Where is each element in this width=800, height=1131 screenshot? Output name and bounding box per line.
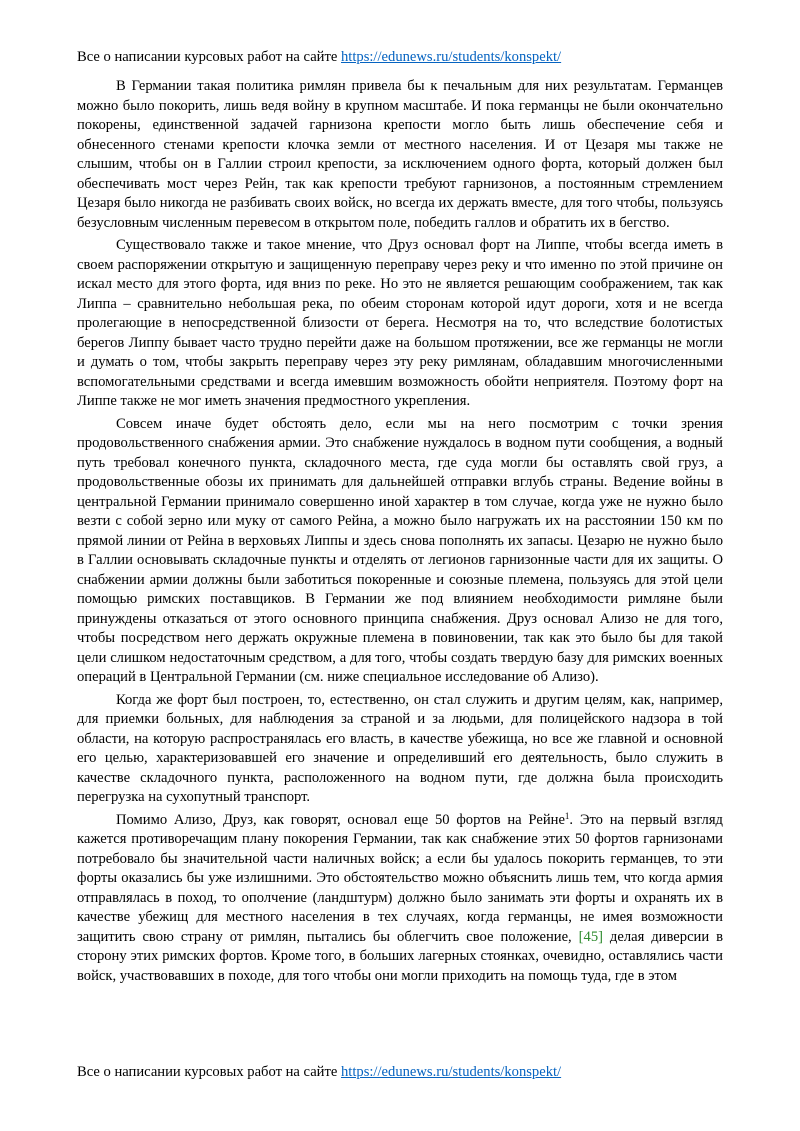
header-link[interactable]: https://edunews.ru/students/konspekt/ [341, 49, 562, 65]
paragraph-3: Совсем иначе будет обстоять дело, если мы на него посмотрим с точки зрения продовольственного снабжения армии. Это снабжение нуждалось в водном пути сообщения, а водный путь требовал конечного пункта, складочного места, где суда могли бы оставлять свой груз, а продовольственные обозы их принимать для дальнейшей отправки вглубь страны. Ведение войны в центральной Германии принимало совершенно иной характер в том случае, когда уже не нужно было везти с собой зерно или муку от самого Рейна, а можно было нагружать их на расстоянии 150 км по прямой линии от Рейна в верховьях Липпы и здесь снова пополнять их запасы. Цезарю не нужно было в Галлии основывать складочные пункты и отделять от легионов гарнизонные части для их защиты. О снабжении армии должны были заботиться покоренные и союзные племена, пользуясь для этой цели помощью римских поставщиков. В Германии же под влиянием необходимости римляне были принуждены отказаться от этого основного принципа снабжения. Друз основал Ализо не для того, чтобы посредством него держать окружные племена в повиновении, так как это было бы для такой цели слишком недостаточным средством, а для того, чтобы создать твердую базу для римских военных операций в Центральной Германии (см. ниже специальное исследование об Ализо). [77, 415, 723, 685]
page-footer [77, 1063, 737, 1082]
footnote-marker[interactable]: 1 [564, 810, 570, 821]
paragraph-5-part-3: делая диверсии в сторону этих римских фортов. Кроме того, в больших лагерных стоянках, очевидно, оставлялись части войск, участвовавших в походе, для того чтобы они могли приходить на помощь туда, где в этом [77, 928, 724, 984]
paragraph-5 [77, 811, 723, 987]
page-header [77, 48, 737, 67]
body-text [77, 77, 723, 989]
paragraph-4: Когда же форт был построен, то, естественно, он стал служить и другим целям, как, например, для приемки больных, для наблюдения за страной и за людьми, для полицейского надзора в той области, на которую распространялась его власть, в качестве убежища, но все же главной и основной его целью, характеризовавшей его значение и определивший его деятельность, было служить в качестве складочного пункта, расположенного на водном пути, где должна была происходить перегрузка на сухопутный транспорт. [77, 691, 723, 805]
paragraph-5-part-1: Помимо Ализо, Друз, как говорят, основал еще 50 фортов на Рейне [116, 811, 565, 828]
header-prefix: Все о написании курсовых работ на сайте [77, 49, 341, 65]
page-reference: [45] [578, 928, 603, 945]
footer-prefix: Все о написании курсовых работ на сайте [77, 1064, 341, 1080]
footer-link[interactable]: https://edunews.ru/students/konspekt/ [341, 1064, 562, 1080]
paragraph-5-part-2: . Это на первый взгляд кажется противоречащим плану покорения Германии, так как снабжение этих 50 фортов гарнизонами потребовало бы значительной части наличных войск; а если бы удалось покорить германцев, то эти форты оказались бы уже излишними. Это обстоятельство можно объяснить лишь тем, что когда армия отправлялась в поход, то ополчение (ландштурм) должно было занимать эти форты и охранять их в качестве убежищ для местного населения в тех случаях, когда германцы, не имея возможности защитить свою страну от римлян, пытались бы облегчить свое положение, [77, 811, 723, 945]
paragraph-1: В Германии такая политика римлян привела бы к печальным для них результатам. Германцев можно было покорить, лишь ведя войну в крупном масштабе. И пока германцы не были окончательно покорены, единственной задачей гарнизона крепости могло быть лишь обеспечение себя и обнесенного стенами крепости клочка земли от местного населения. И от Цезаря мы также не слышим, чтобы он в Галлии строил крепости, за исключением одного форта, который должен был обеспечивать мост через Рейн, так как крепости требуют гарнизонов, а постоянным стремлением Цезаря было никогда не разбивать своих войск, но всегда их держать вместе, для того чтобы, пользуясь безусловным численным перевесом в открытом поле, победить галлов и обратить их в бегство. [77, 78, 723, 231]
paragraph-2: Существовало также и такое мнение, что Друз основал форт на Липпе, чтобы всегда иметь в своем распоряжении открытую и защищенную переправу через реку и что именно по этой причине он искал место для этого форта, идя вниз по реке. Но это не является решающим соображением, так как Липпа – сравнительно небольшая река, по обеим сторонам которой идут дороги, хотя и не всегда пролегающие в непосредственной близости от берега. Несмотря на то, что вследствие болотистых берегов Липпу бывает часто трудно перейти даже на большом протяжении, все же германцы не могли и думать о том, чтобы закрыть переправу через эту реку римлянам, обладавшим многочисленными вспомогательными средствами и всегда имевшим возможность обойти неприятеля. Поэтому форт на Липпе также не мог иметь значения предмостного укрепления. [77, 237, 723, 409]
